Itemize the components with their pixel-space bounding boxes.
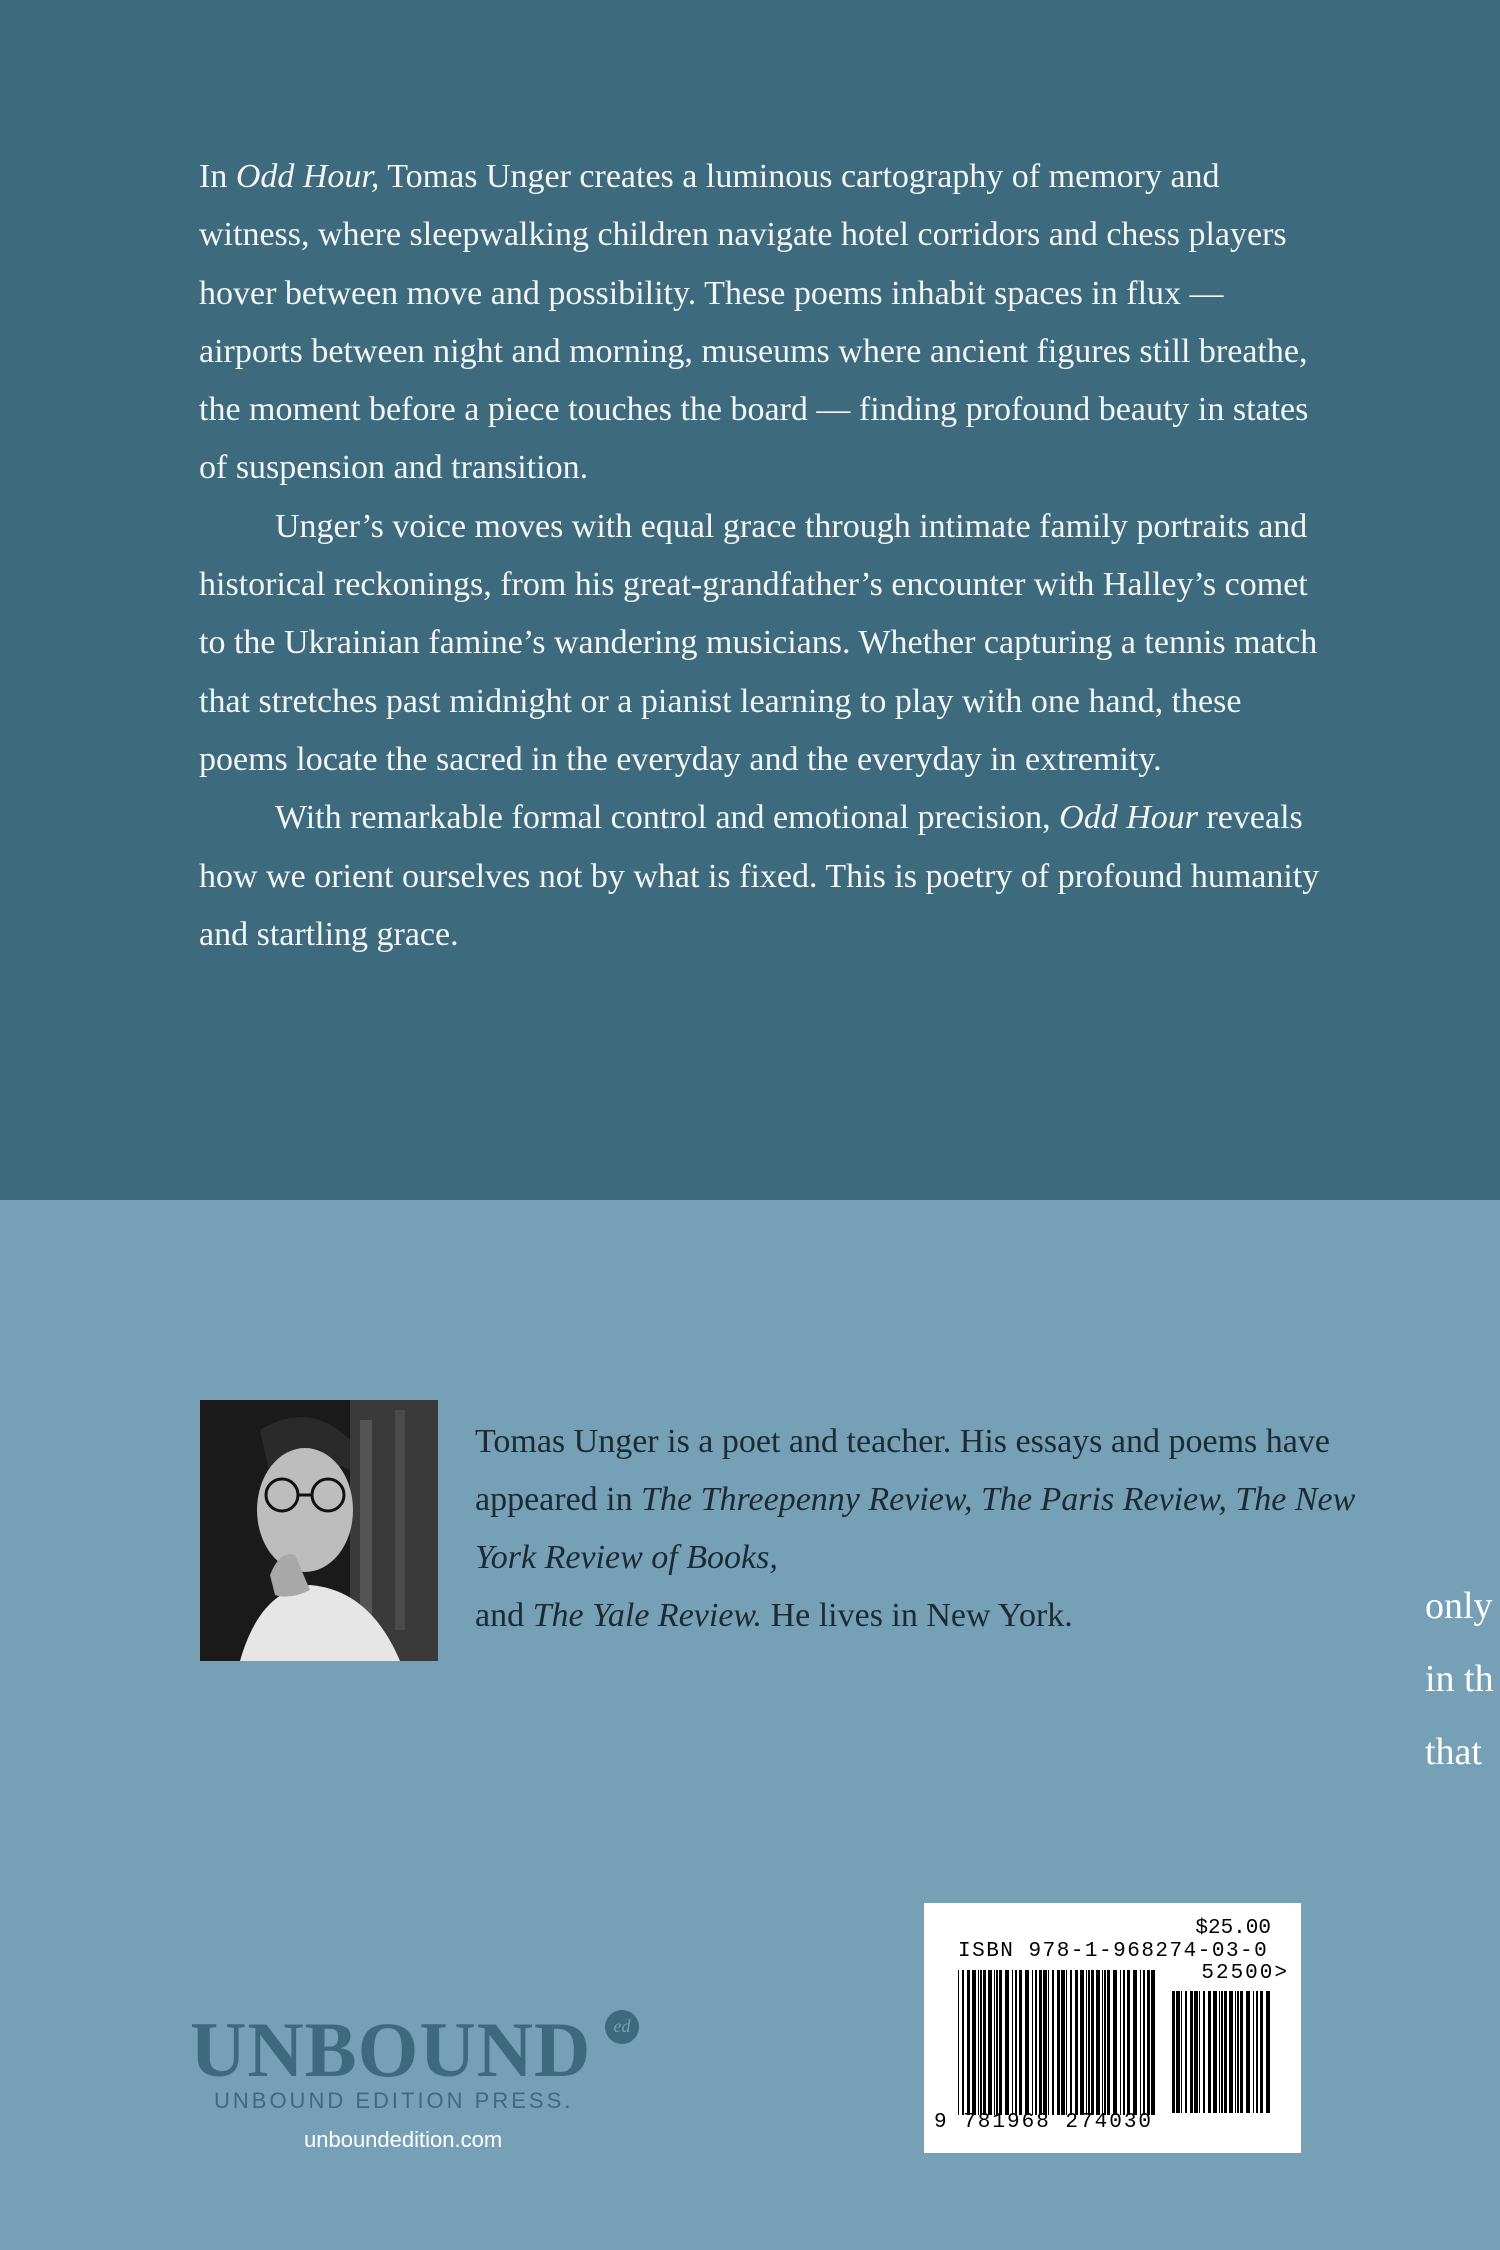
- barcode-bar: [1185, 1991, 1187, 2113]
- barcode-bar: [1213, 1991, 1217, 2113]
- barcode-bar: [994, 1970, 995, 2115]
- price-addon-code: 52500>: [1201, 1962, 1289, 1985]
- barcode-bar: [1048, 1970, 1049, 2115]
- barcode-bar: [1086, 1970, 1087, 2115]
- barcode-bar: [1199, 1991, 1200, 2113]
- barcode-bar: [1091, 1970, 1094, 2115]
- barcode-bar: [967, 1970, 970, 2115]
- barcode-bar: [1181, 1991, 1182, 2113]
- barcode-bar: [1256, 1991, 1258, 2113]
- barcode-bar: [1066, 1970, 1067, 2115]
- book-title: Odd Hour,: [235, 158, 380, 195]
- barcode-bar: [1266, 1991, 1270, 2113]
- barcode-bar: [1039, 1970, 1042, 2115]
- barcode-bar: [1123, 1970, 1125, 2115]
- bleed-text: [1425, 1580, 1500, 1799]
- blurb-paragraph-3: With remarkable formal control and emotional precision, Odd Hour reveals how we orient ourselves not by what is fixed. This is poetry of profound humanity and startling grace.: [199, 799, 1320, 953]
- isbn-text: ISBN 978-1-968274-03-0: [958, 1940, 1269, 1963]
- book-title: Odd Hour: [1059, 799, 1198, 837]
- publisher-website: unboundedition.com: [304, 2127, 503, 2152]
- bio-paragraph: Tomas Unger is a poet and teacher. His essays and poems have appeared in The Threepenny Review, The Paris Review, The New York Review of Books, and The Yale Review. He lives in New York.: [475, 1423, 1356, 1634]
- publication-name: The Threepenny Review,: [641, 1481, 973, 1518]
- barcode-bar: [1070, 1970, 1072, 2115]
- barcode-bar: [1194, 1991, 1198, 2113]
- barcode-bar: [1190, 1991, 1193, 2113]
- barcode-bar: [1240, 1991, 1243, 2113]
- publication-name: The Yale Review.: [532, 1597, 763, 1634]
- book-blurb: [199, 148, 1324, 964]
- price: $25.00: [1195, 1917, 1271, 1940]
- logo-badge: ed: [605, 2010, 639, 2044]
- barcode-bar: [1260, 1991, 1263, 2113]
- barcode-bar: [1229, 1991, 1233, 2113]
- barcode-bar: [1088, 1970, 1090, 2115]
- barcode-bar: [1052, 1970, 1054, 2115]
- barcode-bar: [1147, 1970, 1150, 2115]
- barcode-bar: [1127, 1970, 1130, 2115]
- barcode-bar: [1224, 1991, 1227, 2113]
- author-bio: [475, 1413, 1375, 1645]
- barcode-bar: [1208, 1991, 1211, 2113]
- barcode-addon-bars: [1172, 1991, 1272, 2113]
- barcode-bar: [1012, 1970, 1013, 2115]
- barcode-bar: [1151, 1970, 1155, 2115]
- barcode-bar: [1237, 1991, 1239, 2113]
- barcode-bar: [1019, 1970, 1022, 2115]
- barcode-bar: [1253, 1991, 1254, 2113]
- barcode-bar: [1080, 1970, 1084, 2115]
- barcode-bar: [1133, 1970, 1137, 2115]
- barcode-bar: [1075, 1970, 1078, 2115]
- barcode-bar: [1015, 1970, 1017, 2115]
- barcode-bar: [962, 1970, 964, 2115]
- barcode-bar: [1104, 1970, 1106, 2115]
- author-photo: [200, 1400, 438, 1661]
- blurb-paragraph-1: In Odd Hour, Tomas Unger creates a luminous cartography of memory and witness, where sleepwalking children navigate hotel corridors and chess players hover between move and possibility. These poems inhabit spaces in flux — airports between night and morning, museums where ancient figures still breathe, the moment before a piece touches the board — finding profound beauty in states of suspension and transition.: [199, 158, 1309, 487]
- logo-wordmark: UNBOUND: [190, 2006, 592, 2093]
- barcode-bar: [958, 1970, 959, 2115]
- barcode-bar: [1221, 1991, 1223, 2113]
- barcode-bar: [1005, 1970, 1009, 2115]
- isbn-barcode: [924, 1903, 1301, 2153]
- barcode-number: 9 781968 274030: [934, 2111, 1154, 2134]
- publication-name: The Paris Review, The New York Review of Books,: [475, 1481, 1356, 1576]
- barcode-bar: [1176, 1991, 1180, 2113]
- barcode-bar: [978, 1970, 979, 2115]
- barcode-bar: [1032, 1970, 1033, 2115]
- bleed-line: in th: [1425, 1658, 1494, 1700]
- barcode-bar: [1120, 1970, 1121, 2115]
- barcode-bar: [1143, 1970, 1145, 2115]
- barcode-bar: [1043, 1970, 1047, 2115]
- barcode-bars: [958, 1970, 1158, 2115]
- barcode-bar: [999, 1970, 1002, 2115]
- barcode-bar: [1113, 1970, 1117, 2115]
- barcode-bar: [1219, 1991, 1220, 2113]
- barcode-bar: [1057, 1970, 1060, 2115]
- blurb-paragraph-2: Unger’s voice moves with equal grace through intimate family portraits and historical reckonings, from his great-grandfather’s encounter with Halley’s comet to the Ukrainian famine’s wandering musicians. Whether capturing a tennis match that stretches past midnight or a pianist learning to play with one hand, these poems locate the sacred in the everyday and the everyday in extremity.: [199, 507, 1318, 778]
- barcode-bar: [1102, 1970, 1103, 2115]
- barcode-bar: [1203, 1991, 1205, 2113]
- bleed-line: only: [1425, 1585, 1493, 1627]
- barcode-bar: [1172, 1991, 1175, 2113]
- barcode-bar: [1140, 1970, 1141, 2115]
- barcode-bar: [988, 1970, 992, 2115]
- barcode-bar: [1107, 1970, 1110, 2115]
- barcode-bar: [1061, 1970, 1065, 2115]
- barcode-bar: [1025, 1970, 1029, 2115]
- barcode-bar: [972, 1970, 976, 2115]
- barcode-bar: [1035, 1970, 1037, 2115]
- barcode-bar: [1096, 1970, 1100, 2115]
- barcode-bar: [980, 1970, 982, 2115]
- barcode-bar: [1235, 1991, 1236, 2113]
- bleed-line: that: [1425, 1731, 1482, 1773]
- barcode-bar: [983, 1970, 986, 2115]
- barcode-bar: [996, 1970, 998, 2115]
- logo-subtitle: UNBOUND EDITION PRESS.: [214, 2088, 574, 2113]
- barcode-bar: [1246, 1991, 1250, 2113]
